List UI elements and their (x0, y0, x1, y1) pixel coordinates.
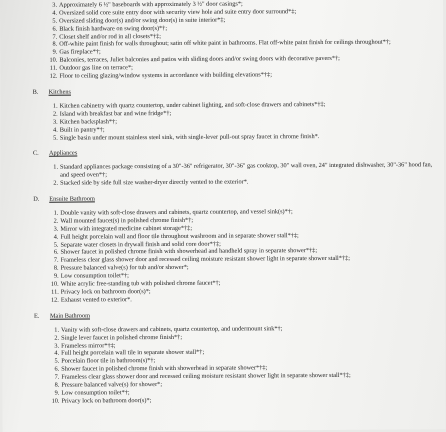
list-item-number: 5. (52, 17, 58, 25)
section-letter: E. (33, 312, 40, 320)
list-item-number: 2. (53, 217, 59, 225)
list-item-number: 4. (52, 9, 58, 17)
list-item-text: Low consumption toilet*†; (60, 272, 129, 280)
list-item-number: 3. (52, 118, 58, 126)
list-item-text: Oversized solid core suite entry door with security view hole and suite entry door surround*‡; (59, 8, 297, 17)
list-item-number: 3. (52, 1, 58, 9)
list-item-text: Shower faucet in polished chrome finish with showerhead and handheld spray in separate shower*†‡; (60, 247, 318, 257)
list-item-number: 1. (54, 326, 60, 334)
list-item-text: Off-white paint finish for walls throughout; satin off white paint in bathrooms. Flat off-white paint finish for ceilings throughout*†; (59, 39, 391, 49)
list-item-text: Frameless clear glass shower door and recessed ceiling moisture resistant shower light in separate shower stall*†‡; (61, 372, 351, 381)
list-item-text: Mirror with integrated medicine cabinet storage*†‡; (60, 224, 193, 233)
list-item-text: White acrylic free-standing tub with polished chrome faucet*†; (60, 279, 221, 288)
list-item-text: Approximately 6 ½" baseboards with approximately 3 ½" door casings*; (59, 0, 243, 9)
list-item-number: 2. (54, 334, 60, 342)
list-item-text: Outdoor gas line on terrace*; (59, 64, 133, 72)
section-heading (1, 86, 444, 97)
section-title: Main Bathroom (49, 312, 91, 320)
list-item-number: 7. (53, 257, 59, 265)
list-item-text: Pressure balanced valve(s) for tub and/or shower*; (60, 264, 189, 272)
list-item-text: Oversized sliding door(s) and/or swing door(s) in suite interior*‡; (59, 16, 226, 25)
list-item-text: Built in pantry*†; (59, 125, 105, 134)
list-item-text: Frameless mirror*†‡; (61, 341, 116, 350)
list-item-number: 11. (51, 288, 59, 296)
list-item-text: Vanity with soft-close drawers and cabinets, quartz countertop, and undermount sink*†; (60, 324, 283, 334)
list-item-number: 1. (53, 163, 59, 171)
list-item-number: 12. (50, 296, 59, 304)
list-item-text: Standard appliances package consisting of a 30"-36" refrigerator, 30"-36" gas cooktop, 30" wall oven, 24" integrated dishwasher, 30"-36" hood fan, and speed oven*†; (60, 161, 433, 179)
list-item-number: 4. (53, 126, 58, 134)
list-item-text: Island with breakfast bar and wine fridge*†; (59, 109, 172, 118)
list-item-number: 3. (54, 342, 60, 350)
list-item-number: 10. (49, 56, 58, 64)
list-item-text: Porcelain floor tile in bathroom(s)*†; (61, 357, 156, 365)
list-item-text: Separate water closets in drywall finish and solid core door*†‡; (60, 240, 221, 249)
list-item-text: Shower faucet in polished chrome finish with showerhead in separate shower*†‡; (61, 364, 268, 373)
section-heading (1, 148, 444, 159)
list-item-text: Floor to ceiling glazing/window systems in accordance with building elevations*†‡; (59, 71, 272, 80)
list-item-number: 4. (54, 350, 60, 358)
list-item-text: Privacy lock on bathroom door(s)*; (61, 396, 152, 405)
list-item-number: 2. (52, 110, 58, 118)
list-item-number: 12. (49, 72, 58, 80)
list-item-number: 8. (52, 41, 58, 49)
list-item (1, 132, 444, 143)
list-item-number: 11. (49, 64, 58, 72)
list-item-text: Kitchen backsplash*†; (59, 117, 117, 126)
list-item-text: Exhaust vented to exterior*. (60, 296, 132, 304)
list-item-number: 8. (53, 264, 59, 272)
list-item-text: Frameless clear glass shower door and recessed ceiling moisture resistant shower light in separate shower stall*†‡; (60, 255, 351, 265)
section-heading (2, 310, 445, 321)
list-item-number: 1. (52, 102, 58, 110)
list-item-text: Balconies, terraces, Juliet balconies and patios with sliding doors and/or swing doors with decorative pavers*†; (59, 55, 340, 64)
list-item-text: Single basin under mount stainless steel sink, with single-lever pull-out spray faucet in chrome finish*. (59, 132, 320, 142)
section-title: Ensuite Bathroom (49, 195, 95, 203)
list-item-number: 6. (54, 365, 60, 373)
list-item-number: 8. (54, 381, 60, 389)
list-item (2, 395, 445, 406)
list-item-number: 5. (53, 241, 59, 249)
list-item-text: Full height porcelain wall tile in separate shower stall*†; (61, 349, 205, 358)
list-item-number: 9. (54, 389, 60, 397)
list-item-number: 4. (53, 233, 59, 241)
section-title: Kitchens (48, 88, 71, 96)
list-item-number: 6. (53, 249, 59, 257)
list-item-number: 10. (50, 280, 59, 288)
section-heading (1, 193, 444, 204)
section-title: Appliances (48, 149, 78, 158)
section-letter: B. (32, 88, 39, 96)
list-item-number: 6. (52, 25, 58, 33)
list-item-text: Stacked side by side full size washer-dryer directly vented to the exterior*. (60, 178, 249, 187)
list-item-text: Low consumption toilet*†; (61, 389, 130, 397)
list-item-text: Privacy lock on bathroom door(s)*; (60, 288, 151, 296)
list-item-number: 9. (53, 272, 59, 280)
section-letter: D. (33, 195, 40, 203)
list-item-number: 2. (53, 179, 59, 187)
list-item-text: Closet shelf and/or rod in all closets*†‡; (59, 32, 162, 41)
list-item (0, 70, 443, 81)
list-item-number: 5. (53, 134, 58, 142)
list-item-text: Wall mounted faucet(s) in polished chrome finish*†; (60, 216, 194, 225)
list-item-number: 9. (52, 48, 58, 57)
list-item-number: 5. (54, 357, 60, 366)
list-item-number: 7. (54, 373, 60, 381)
list-item-number: 10. (51, 397, 60, 405)
list-item-text: Single lever faucet in polished chrome finish*†; (61, 333, 183, 342)
list-item-number: 7. (52, 33, 58, 41)
list-item (1, 177, 444, 188)
list-item-text: Kitchen cabinetry with quartz countertop, under cabinet lighting, and soft-close drawers and cabinets*†‡; (59, 100, 326, 110)
list-item-number: 1. (53, 209, 59, 217)
list-item-text: Black finish hardware on swing door(s)*†; (59, 24, 168, 33)
list-item (2, 294, 445, 305)
list-item-text: Full height porcelain wall and floor tile throughout washroom and in separate shower stall*†‡; (60, 231, 299, 241)
section-letter: C. (32, 150, 39, 158)
list-item-text: Double vanity with soft-close drawers and cabinets, quartz countertop, and vessel sink(s)*†; (60, 208, 293, 217)
list-item-text: Pressure balanced valve(s) for shower*; (61, 381, 163, 389)
list-item-number: 3. (53, 225, 59, 233)
list-item-text: Gas fireplace*†; (59, 48, 101, 56)
